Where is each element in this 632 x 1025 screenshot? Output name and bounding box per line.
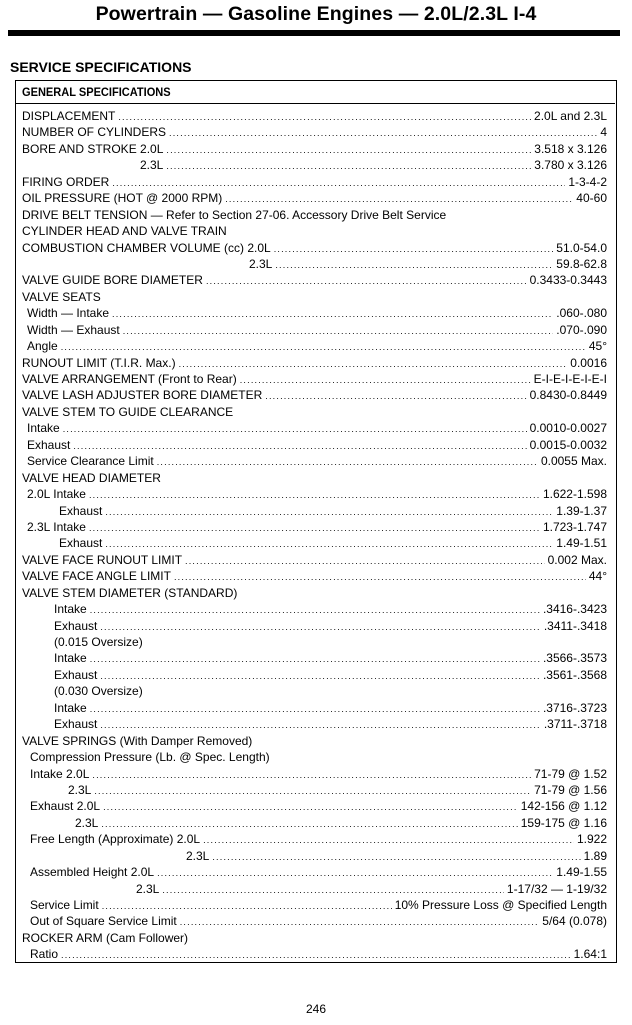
dot-leader [90, 602, 540, 618]
spec-label: VALVE STEM DIAMETER (STANDARD) [22, 585, 238, 600]
spec-value: E-I-E-I-E-I-E-I [533, 372, 607, 386]
spec-label: Exhaust [54, 717, 98, 732]
dot-leader [166, 142, 531, 158]
spec-row [22, 634, 607, 650]
spec-row [22, 519, 607, 535]
spec-label: Intake 2.0L [30, 766, 90, 781]
dot-leader [61, 947, 571, 963]
spec-value: 1.64:1 [573, 947, 607, 962]
spec-label: Out of Square Service Limit [30, 914, 177, 929]
spec-label: VALVE STEM TO GUIDE CLEARANCE [22, 404, 234, 419]
spec-row [22, 305, 607, 321]
spec-row [22, 601, 607, 617]
spec-row [22, 223, 607, 239]
spec-row [22, 618, 607, 634]
spec-value: 1.49-1.51 [556, 536, 607, 551]
spec-label: (0.015 Oversize) [54, 635, 143, 649]
spec-row [22, 585, 607, 601]
dot-leader [89, 487, 540, 503]
spec-value: 3.518 x 3.126 [534, 141, 607, 156]
spec-row [22, 733, 607, 749]
spec-row [22, 568, 607, 584]
spec-label: Service Clearance Limit [27, 454, 154, 469]
spec-value: 1-17/32 — 1-19/32 [506, 881, 607, 896]
spec-value: 1.49-1.55 [556, 865, 607, 880]
spec-value: 0.8430-0.8449 [529, 388, 607, 403]
spec-value: .3711-.3718 [543, 717, 607, 732]
spec-row [22, 848, 607, 864]
dot-leader [63, 421, 527, 437]
spec-label: (0.030 Oversize) [54, 684, 143, 699]
spec-label: Exhaust [59, 536, 103, 551]
spec-row [22, 815, 607, 831]
spec-value: .3416-.3423 [542, 602, 607, 617]
spec-value: .3561-.3568 [542, 667, 607, 682]
spec-row [22, 190, 607, 206]
spec-table-header [16, 81, 615, 104]
spec-row [22, 207, 607, 223]
spec-value: 5/64 (0.078) [542, 914, 607, 929]
dot-leader [112, 306, 553, 322]
spec-value: .3411-.3418 [543, 618, 607, 633]
title-rule [8, 30, 620, 36]
spec-row [22, 716, 607, 732]
spec-label: VALVE LASH ADJUSTER BORE DIAMETER [22, 388, 263, 403]
spec-value: 0.0010-0.0027 [529, 421, 607, 436]
dot-leader [162, 882, 504, 898]
page-number: 246 [305, 1002, 327, 1016]
spec-row [22, 174, 607, 190]
spec-label: 2.3L [75, 815, 99, 830]
spec-value: 40-60 [576, 191, 607, 206]
dot-leader [102, 898, 392, 914]
spec-row [22, 486, 607, 502]
section-title: SERVICE SPECIFICATIONS [10, 59, 192, 75]
spec-label: Intake [54, 602, 87, 617]
dot-leader [225, 191, 573, 207]
spec-row [22, 831, 607, 847]
spec-label: DISPLACEMENT [22, 109, 116, 123]
spec-label: VALVE GUIDE BORE DIAMETER [22, 273, 203, 288]
spec-value: 0.002 Max. [547, 552, 607, 567]
dot-leader [123, 323, 554, 339]
spec-label: Exhaust [27, 437, 71, 452]
spec-label: VALVE SPRINGS (With Damper Removed) [22, 733, 253, 748]
spec-label: Compression Pressure (Lb. @ Spec. Length) [30, 750, 270, 765]
spec-value: 4 [600, 125, 607, 140]
spec-label: Intake [54, 700, 87, 715]
spec-row [22, 272, 607, 288]
dot-leader [203, 832, 574, 848]
spec-row [22, 930, 607, 946]
spec-row [22, 240, 607, 256]
dot-leader [92, 767, 531, 783]
spec-label: RUNOUT LIMIT (T.I.R. Max.) [22, 355, 176, 370]
spec-row [22, 256, 607, 272]
spec-value: 0.3433-0.3443 [529, 273, 607, 288]
dot-leader [157, 454, 538, 470]
spec-row [22, 683, 607, 699]
spec-value: 59.8-62.8 [556, 256, 607, 271]
dot-leader [174, 569, 586, 585]
spec-value: 3.780 x 3.126 [534, 158, 607, 173]
spec-label: VALVE FACE ANGLE LIMIT [22, 569, 171, 584]
spec-label: 2.3L Intake [27, 519, 86, 534]
spec-label: 2.3L [140, 158, 164, 173]
spec-label: Intake [27, 421, 60, 436]
dot-leader [157, 865, 553, 881]
spec-value: .3566-.3573 [542, 651, 607, 666]
dot-leader [105, 536, 553, 552]
spec-label: FIRING ORDER [22, 174, 110, 189]
spec-value: 71-79 @ 1.52 [534, 766, 607, 781]
spec-value: 10% Pressure Loss @ Specified Length [394, 898, 607, 912]
spec-label: 2.3L [136, 881, 160, 896]
spec-row [22, 881, 607, 897]
spec-value: 142-156 @ 1.12 [520, 799, 607, 814]
spec-label: OIL PRESSURE (HOT @ 2000 RPM) [22, 191, 223, 206]
spec-label: ROCKER ARM (Cam Follower) [22, 930, 189, 945]
dot-leader [90, 651, 540, 667]
spec-table-title: GENERAL SPECIFICATIONS [22, 85, 171, 99]
spec-label: Exhaust [54, 667, 98, 682]
dot-leader [169, 125, 597, 141]
spec-row [22, 864, 607, 880]
spec-row [22, 289, 607, 305]
spec-row [22, 798, 607, 814]
spec-value: 1-3-4-2 [568, 174, 607, 189]
spec-row [22, 749, 607, 765]
spec-row [22, 355, 607, 371]
spec-label: Assembled Height 2.0L [30, 865, 155, 880]
spec-value: 1.723-1.747 [542, 519, 607, 534]
spec-row [22, 782, 607, 798]
spec-row [22, 470, 607, 486]
dot-leader [90, 701, 540, 717]
spec-rows [22, 108, 607, 963]
spec-label: Width — Exhaust [27, 322, 120, 337]
spec-row [22, 667, 607, 683]
dot-leader [73, 438, 526, 454]
spec-value: .060-.080 [556, 306, 607, 321]
spec-value: .3716-.3723 [542, 700, 607, 715]
spec-value: 71-79 @ 1.56 [534, 782, 607, 797]
spec-row [22, 157, 607, 173]
spec-value: 45° [588, 339, 607, 354]
spec-row [22, 371, 607, 387]
spec-label: 2.0L Intake [27, 487, 86, 502]
spec-label: DRIVE BELT TENSION — Refer to Section 27-06. Accessory Drive Belt Service [22, 207, 447, 222]
dot-leader [100, 668, 540, 684]
spec-label: BORE AND STROKE 2.0L [22, 141, 164, 156]
spec-row [22, 946, 607, 962]
spec-label: Exhaust [59, 503, 103, 518]
spec-label: 2.3L [249, 256, 273, 271]
dot-leader [275, 257, 553, 273]
dot-leader [206, 273, 527, 289]
spec-value: 51.0-54.0 [556, 240, 607, 255]
spec-row [22, 503, 607, 519]
spec-row [22, 650, 607, 666]
spec-row [22, 437, 607, 453]
dot-leader [212, 849, 580, 865]
dot-leader [105, 504, 553, 520]
spec-label: VALVE ARRANGEMENT (Front to Rear) [22, 372, 237, 386]
spec-label: VALVE FACE RUNOUT LIMIT [22, 552, 183, 567]
spec-label: Service Limit [30, 898, 99, 912]
spec-value: 1.622-1.598 [542, 487, 607, 502]
dot-leader [265, 388, 526, 404]
spec-row [22, 453, 607, 469]
spec-label: Exhaust [54, 618, 98, 633]
spec-label: CYLINDER HEAD AND VALVE TRAIN [22, 224, 227, 239]
spec-row [22, 141, 607, 157]
page-title: Powertrain — Gasoline Engines — 2.0L/2.3L I-4 [95, 3, 537, 25]
spec-label: VALVE SEATS [22, 289, 101, 304]
spec-row [22, 700, 607, 716]
dot-leader [179, 356, 568, 372]
dot-leader [89, 520, 540, 536]
spec-label: Free Length (Approximate) 2.0L [30, 832, 201, 847]
spec-row [22, 322, 607, 338]
spec-label: Intake [54, 651, 87, 666]
dot-leader [180, 914, 540, 930]
spec-value: 44° [588, 569, 607, 584]
dot-leader [118, 109, 531, 125]
spec-label: Ratio [30, 947, 59, 962]
spec-value: 159-175 @ 1.16 [520, 815, 607, 830]
spec-row [22, 897, 607, 913]
spec-value: 1.89 [583, 848, 607, 863]
dot-leader [274, 241, 554, 257]
spec-value: 1.39-1.37 [556, 503, 607, 518]
dot-leader [101, 816, 517, 832]
spec-value: 0.0055 Max. [540, 454, 607, 469]
spec-label: COMBUSTION CHAMBER VOLUME (cc) 2.0L [22, 240, 271, 255]
dot-leader [100, 717, 540, 733]
spec-row [22, 766, 607, 782]
spec-row [22, 913, 607, 929]
dot-leader [94, 783, 531, 799]
spec-value: 0.0015-0.0032 [529, 437, 607, 452]
spec-value: 0.0016 [570, 355, 607, 370]
dot-leader [185, 553, 545, 569]
dot-leader [61, 339, 586, 355]
dot-leader [100, 619, 540, 635]
spec-value: 2.0L and 2.3L [534, 109, 607, 123]
spec-row [22, 387, 607, 403]
spec-row [22, 338, 607, 354]
dot-leader [103, 799, 518, 815]
spec-value: .070-.090 [556, 322, 607, 337]
spec-row [22, 420, 607, 436]
dot-leader [166, 158, 531, 174]
spec-row [22, 404, 607, 420]
spec-label: 2.3L [68, 782, 92, 797]
dot-leader [112, 175, 565, 191]
spec-row [22, 108, 607, 124]
spec-row [22, 552, 607, 568]
spec-label: VALVE HEAD DIAMETER [22, 470, 161, 485]
spec-label: Exhaust 2.0L [30, 799, 101, 814]
spec-label: Width — Intake [27, 306, 110, 321]
spec-value: 1.922 [576, 832, 607, 847]
spec-label: Angle [27, 339, 58, 354]
spec-row [22, 535, 607, 551]
spec-label: NUMBER OF CYLINDERS [22, 125, 167, 140]
spec-row [22, 124, 607, 140]
dot-leader [240, 372, 531, 388]
spec-label: 2.3L [186, 848, 210, 863]
